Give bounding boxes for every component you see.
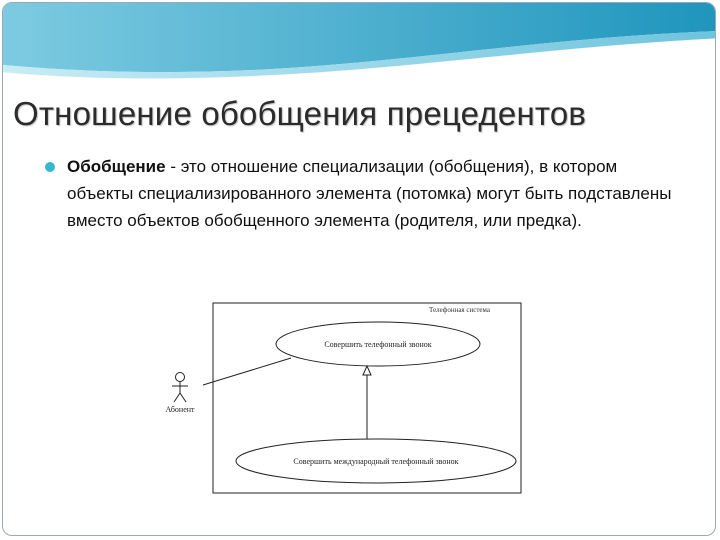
bullet-list	[47, 153, 687, 234]
generalization-arrowhead	[363, 366, 371, 375]
bullet-definition: - это отношение специализации (обобщения), в котором объекты специализированного элемента (потомка) могут быть подставлены вместо объектов обобщенного элемента (родителя, или предка).	[67, 157, 672, 230]
bullet-term: Обобщение	[67, 157, 166, 176]
header-wave-decoration	[3, 3, 716, 93]
use-case-diagram	[153, 298, 528, 498]
child-use-case-label: Совершить международный телефонный звонок	[293, 457, 459, 466]
actor-label: Абонент	[165, 405, 195, 414]
association-line	[203, 358, 291, 385]
bullet-item	[67, 153, 687, 234]
slide-title: Отношение обобщения прецедентов	[13, 95, 587, 132]
parent-use-case-label: Совершить телефонный звонок	[324, 340, 432, 349]
system-label: Телефонная система	[429, 306, 491, 314]
actor-icon	[172, 373, 188, 403]
slide	[2, 2, 716, 536]
bullet-icon	[45, 162, 55, 172]
